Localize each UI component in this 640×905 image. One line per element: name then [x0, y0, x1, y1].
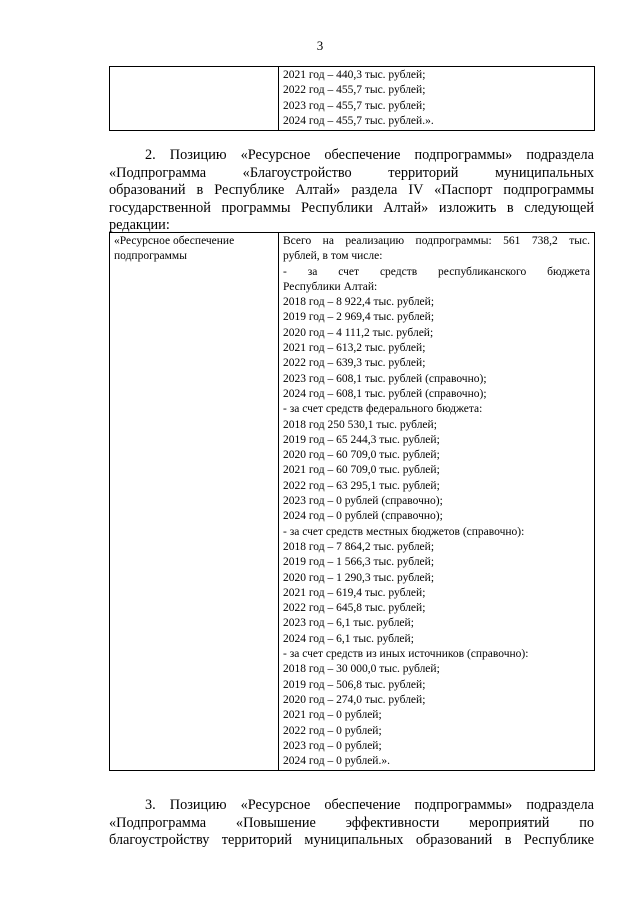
paragraph-line: редакции:	[109, 217, 170, 233]
top-table-right-cell	[279, 67, 595, 131]
resource-line: - за счет средств из иных источников (справочно):	[283, 648, 529, 661]
resource-line: 2018 год – 30 000,0 тыс. рублей;	[283, 663, 440, 676]
resource-line: 2018 год – 8 922,4 тыс. рублей;	[283, 296, 435, 309]
resource-line: 2022 год – 639,3 тыс. рублей;	[283, 357, 426, 370]
paragraph-2	[109, 147, 594, 235]
resource-line: 2023 год – 0 рублей;	[283, 739, 382, 752]
resource-line: 2019 год – 65 244,3 тыс. рублей;	[283, 433, 440, 446]
resource-line: 2024 год – 6,1 тыс. рублей;	[283, 632, 414, 645]
paragraph-line: «Подпрограмма «Благоустройство территорий муниципальных	[109, 164, 594, 181]
paragraph-line: благоустройству территорий муниципальных образований в Республике	[109, 832, 594, 848]
resource-line: 2022 год – 0 рублей;	[283, 724, 382, 737]
resource-line: 2021 год – 613,2 тыс. рублей;	[283, 342, 426, 355]
resource-line: 2024 год – 0 рублей.».	[283, 755, 390, 768]
resource-label-line: подпрограммы	[114, 250, 187, 263]
resource-line: - за счет средств местных бюджетов (справочно):	[283, 525, 525, 538]
top-table-line: 2024 год – 455,7 тыс. рублей.».	[283, 114, 434, 127]
resource-line: Всего на реализацию подпрограммы: 561 738,2 тыс.	[283, 235, 590, 247]
resource-line: 2024 год – 608,1 тыс. рублей (справочно);	[283, 387, 487, 400]
resource-line: 2023 год – 608,1 тыс. рублей (справочно);	[283, 372, 487, 385]
resource-line: - за счет средств республиканского бюджета	[283, 265, 590, 278]
paragraph-line: государственной программы Республики Алтай» изложить в следующей	[109, 199, 594, 216]
resource-line: 2020 год – 4 111,2 тыс. рублей;	[283, 326, 434, 339]
paragraph-line: 2. Позицию «Ресурсное обеспечение подпрограммы» подраздела	[145, 147, 594, 163]
resource-line: 2018 год – 7 864,2 тыс. рублей;	[283, 540, 435, 553]
resource-line: - за счет средств федерального бюджета:	[283, 403, 483, 416]
resource-line: 2021 год – 60 709,0 тыс. рублей;	[283, 464, 440, 477]
top-table-line: 2023 год – 455,7 тыс. рублей;	[283, 99, 426, 112]
resource-line: 2023 год – 0 рублей (справочно);	[283, 495, 443, 508]
resource-line: 2020 год – 60 709,0 тыс. рублей;	[283, 449, 440, 462]
top-table-line: 2022 год – 455,7 тыс. рублей;	[283, 84, 426, 97]
paragraph-line: «Подпрограмма «Повышение эффективности мероприятий по	[109, 814, 594, 831]
top-table	[109, 66, 595, 131]
resource-line: 2020 год – 1 290,3 тыс. рублей;	[283, 571, 435, 584]
resource-table	[109, 232, 595, 771]
top-table-left-cell	[110, 67, 279, 131]
resource-line: 2024 год – 0 рублей (справочно);	[283, 510, 443, 523]
resource-line: 2021 год – 0 рублей;	[283, 709, 382, 722]
page-number: 3	[316, 38, 324, 53]
resource-line: Республики Алтай:	[283, 280, 378, 293]
resource-line: 2019 год – 506,8 тыс. рублей;	[283, 678, 426, 691]
resource-line: рублей, в том числе:	[283, 250, 383, 263]
resource-line: 2022 год – 645,8 тыс. рублей;	[283, 602, 426, 615]
resource-label-cell	[110, 233, 279, 771]
resource-line: 2022 год – 63 295,1 тыс. рублей;	[283, 479, 440, 492]
paragraph-line: образований в Республике Алтай» раздела IV «Паспорт подпрограммы	[109, 182, 594, 198]
paragraph-3	[109, 797, 594, 850]
resource-line: 2021 год – 619,4 тыс. рублей;	[283, 586, 426, 599]
resource-line: 2019 год – 1 566,3 тыс. рублей;	[283, 556, 435, 569]
resource-line: 2020 год – 274,0 тыс. рублей;	[283, 693, 426, 706]
resource-line: 2018 год 250 530,1 тыс. рублей;	[283, 418, 437, 431]
paragraph-line: 3. Позицию «Ресурсное обеспечение подпрограммы» подраздела	[145, 797, 594, 813]
resource-value-cell	[279, 233, 595, 771]
resource-line: 2019 год – 2 969,4 тыс. рублей;	[283, 311, 435, 324]
resource-label-line: «Ресурсное обеспечение	[114, 235, 235, 247]
resource-line: 2023 год – 6,1 тыс. рублей;	[283, 617, 414, 630]
top-table-line: 2021 год – 440,3 тыс. рублей;	[283, 69, 426, 81]
